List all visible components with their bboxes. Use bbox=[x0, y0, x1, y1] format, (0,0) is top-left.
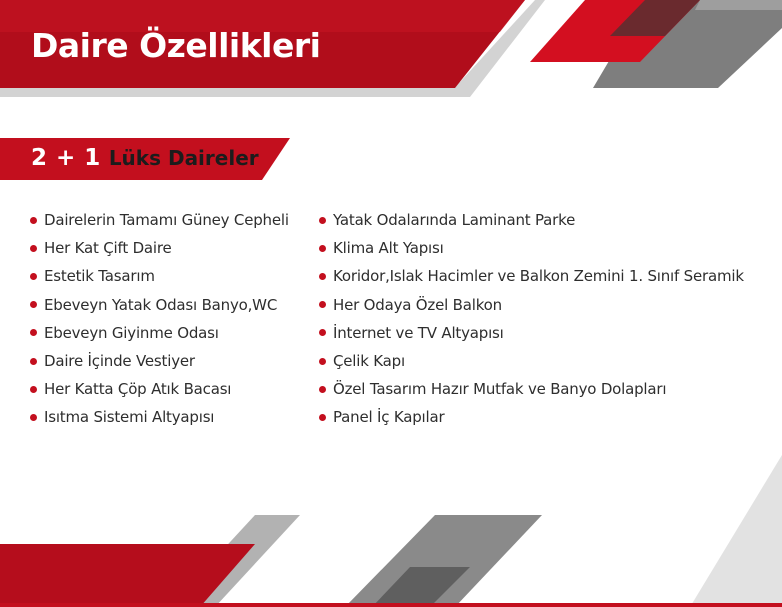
page-title: Daire Özellikleri bbox=[31, 26, 321, 65]
room-config-label: 2 + 1 bbox=[31, 145, 101, 171]
list-item-label: Estetik Tasarım bbox=[44, 267, 155, 286]
list-item-label: Daire İçinde Vestiyer bbox=[44, 352, 195, 371]
bullet-icon bbox=[319, 358, 326, 365]
list-item bbox=[319, 403, 744, 431]
bullet-icon bbox=[30, 301, 37, 308]
list-item bbox=[319, 206, 744, 234]
subtitle-banner bbox=[31, 145, 259, 171]
list-item bbox=[319, 262, 744, 290]
list-item-label: Her Katta Çöp Atık Bacası bbox=[44, 380, 232, 399]
list-item bbox=[319, 375, 744, 403]
list-item bbox=[319, 347, 744, 375]
footer-red-line bbox=[0, 603, 782, 607]
header-light-grey-strip bbox=[695, 0, 782, 10]
feature-list-right bbox=[319, 206, 744, 432]
bullet-icon bbox=[319, 329, 326, 336]
list-item bbox=[319, 319, 744, 347]
bullet-icon bbox=[30, 414, 37, 421]
footer-light-grey-right bbox=[690, 455, 782, 607]
bullet-icon bbox=[30, 386, 37, 393]
list-item-label: Çelik Kapı bbox=[333, 352, 405, 371]
bullet-icon bbox=[30, 245, 37, 252]
list-item-label: Her Odaya Özel Balkon bbox=[333, 295, 502, 314]
list-item bbox=[30, 206, 289, 234]
bullet-icon bbox=[319, 386, 326, 393]
list-item bbox=[30, 262, 289, 290]
list-item-label: Klima Alt Yapısı bbox=[333, 239, 444, 258]
bullet-icon bbox=[30, 358, 37, 365]
bullet-icon bbox=[319, 301, 326, 308]
bullet-icon bbox=[30, 273, 37, 280]
list-item bbox=[30, 234, 289, 262]
apartment-type-label: Lüks Daireler bbox=[108, 146, 259, 170]
list-item-label: Ebeveyn Yatak Odası Banyo,WC bbox=[44, 295, 278, 314]
list-item bbox=[30, 403, 289, 431]
list-item bbox=[30, 291, 289, 319]
list-item-label: Dairelerin Tamamı Güney Cepheli bbox=[44, 211, 289, 230]
list-item bbox=[319, 234, 744, 262]
list-item-label: Yatak Odalarında Laminant Parke bbox=[333, 211, 576, 230]
list-item bbox=[30, 319, 289, 347]
list-item-label: Her Kat Çift Daire bbox=[44, 239, 172, 258]
list-item-label: Panel İç Kapılar bbox=[333, 408, 445, 427]
bullet-icon bbox=[319, 273, 326, 280]
bullet-icon bbox=[30, 329, 37, 336]
list-item-label: Ebeveyn Giyinme Odası bbox=[44, 323, 219, 342]
list-item-label: Özel Tasarım Hazır Mutfak ve Banyo Dolapları bbox=[333, 380, 667, 399]
bullet-icon bbox=[319, 217, 326, 224]
bullet-icon bbox=[30, 217, 37, 224]
list-item-label: Koridor,Islak Hacimler ve Balkon Zemini 1. Sınıf Seramik bbox=[333, 267, 744, 286]
list-item bbox=[30, 347, 289, 375]
list-item bbox=[319, 291, 744, 319]
bullet-icon bbox=[319, 245, 326, 252]
list-item-label: Isıtma Sistemi Altyapısı bbox=[44, 408, 215, 427]
feature-list-left bbox=[30, 206, 289, 432]
bullet-icon bbox=[319, 414, 326, 421]
list-item bbox=[30, 375, 289, 403]
list-item-label: İnternet ve TV Altyapısı bbox=[333, 323, 504, 342]
